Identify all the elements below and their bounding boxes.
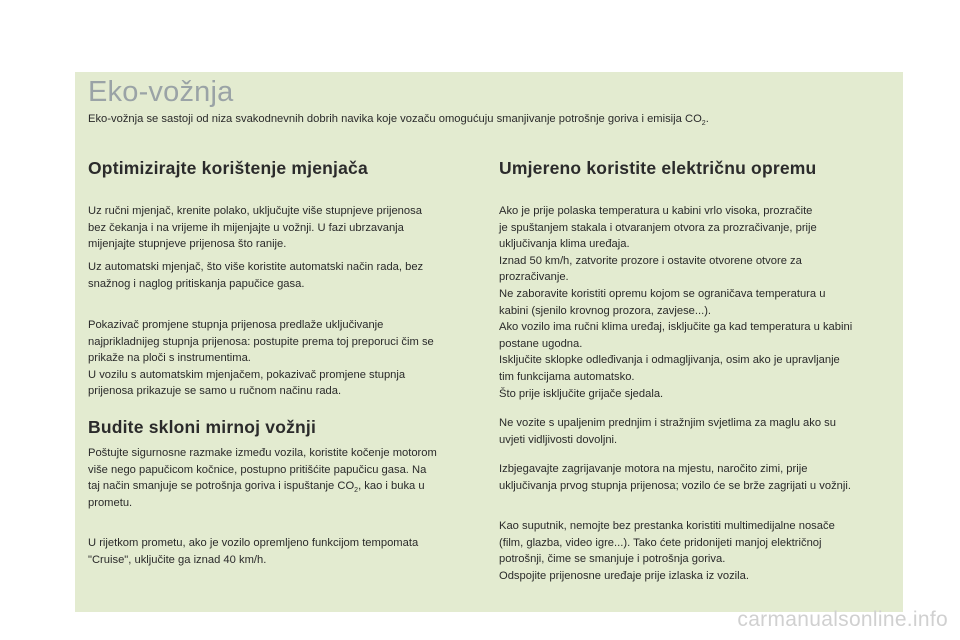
para-manual-gearbox: Uz ručni mjenjač, krenite polako, uključujte više stupnjeve prijenosa bez čekanja i na vrijeme ih mijenjajte u vožnji. U fazi ubrzavanja mijenjajte stupnjeve prijenosa što ranije. <box>88 205 422 251</box>
page-title: Eko-vožnja <box>88 76 234 108</box>
para-fog-lights: Ne vozite s upaljenim prednjim i stražnjim svjetlima za maglu ako su uvjeti vidljivosti dovoljni. <box>499 417 836 446</box>
heading-gearbox: Optimizirajte korištenje mjenjača <box>88 158 368 178</box>
para-safe-distance: Poštujte sigurnosne razmake između vozila, koristite kočenje motorom više nego papučicom kočnice, postupno pritišćite papučicu gasa. Na taj način smanjuje se potrošnja goriva i ispuštanje $CO_2$, kao i buka u prometu. <box>88 447 437 509</box>
para-engine-warmup: Izbjegavajte zagrijavanje motora na mjestu, naročito zimi, prije uključivanja prvog stupnja prijenosa; vozilo će se brže zagrijati u vožnji. <box>499 463 851 492</box>
para-automatic-gearbox: Uz automatski mjenjač, što više koristite automatski način rada, bez snažnog i naglog pritiskanja papučice gasa. <box>88 261 424 290</box>
watermark: carmanualsonline.info <box>737 608 948 631</box>
para-gear-indicator: Pokazivač promjene stupnja prijenosa predlaže uključivanje najprikladnijeg stupnja prijenosa: postupite prema toj preporuci čim se prikaže na ploči s instrumentima. U vozilu s automatskim mjenjačem, pokazivač promjene stupnja prijenosa prikazuje se samo u ručnom načinu rada. <box>88 319 434 398</box>
heading-electrical-equipment: Umjereno koristite električnu opremu <box>499 158 817 178</box>
heading-smooth-driving: Budite skloni mirnoj vožnji <box>88 417 317 437</box>
para-cruise-control: U rijetkom prometu, ako je vozilo opremljeno funkcijom tempomata "Cruise", uključite ga iznad 40 km/h. <box>88 537 419 566</box>
para-multimedia: Kao suputnik, nemojte bez prestanka koristiti multimedijalne nosače (film, glazba, video igre...). Tako ćete pridonijeti manjoj električnoj potrošnji, čime se smanjuje i potrošnja goriva. Odspojite prijenosne uređaje prije izlaska iz vozila. <box>499 520 835 582</box>
intro-text: Eko-vožnja se sastoji od niza svakodnevnih dobrih navika koje vozaču omogućuju smanjivanje potrošnje goriva i emisija $CO_2$. <box>88 113 709 128</box>
para-cabin-temperature: Ako je prije polaska temperatura u kabini vrlo visoka, prozračite je spuštanjem stakala i otvaranjem otvora za prozračivanje, prije uključivanja klima uređaja. Iznad 50 km/h, zatvorite prozore i ostavite otvorene otvore za prozračivanje. Ne zaboravite koristiti opremu kojom se ograničava temperatura u kabini (sjenilo krovnog prozora, zavjese...). Ako vozilo ima ručni klima uređaj, isključite ga kad temperatura u kabini postane ugodna. Isključite sklopke odleđivanja i odmagljivanja, osim ako je upravljanje tim funkcijama automatsko. Što prije isključite grijače sjedala. <box>499 205 853 400</box>
